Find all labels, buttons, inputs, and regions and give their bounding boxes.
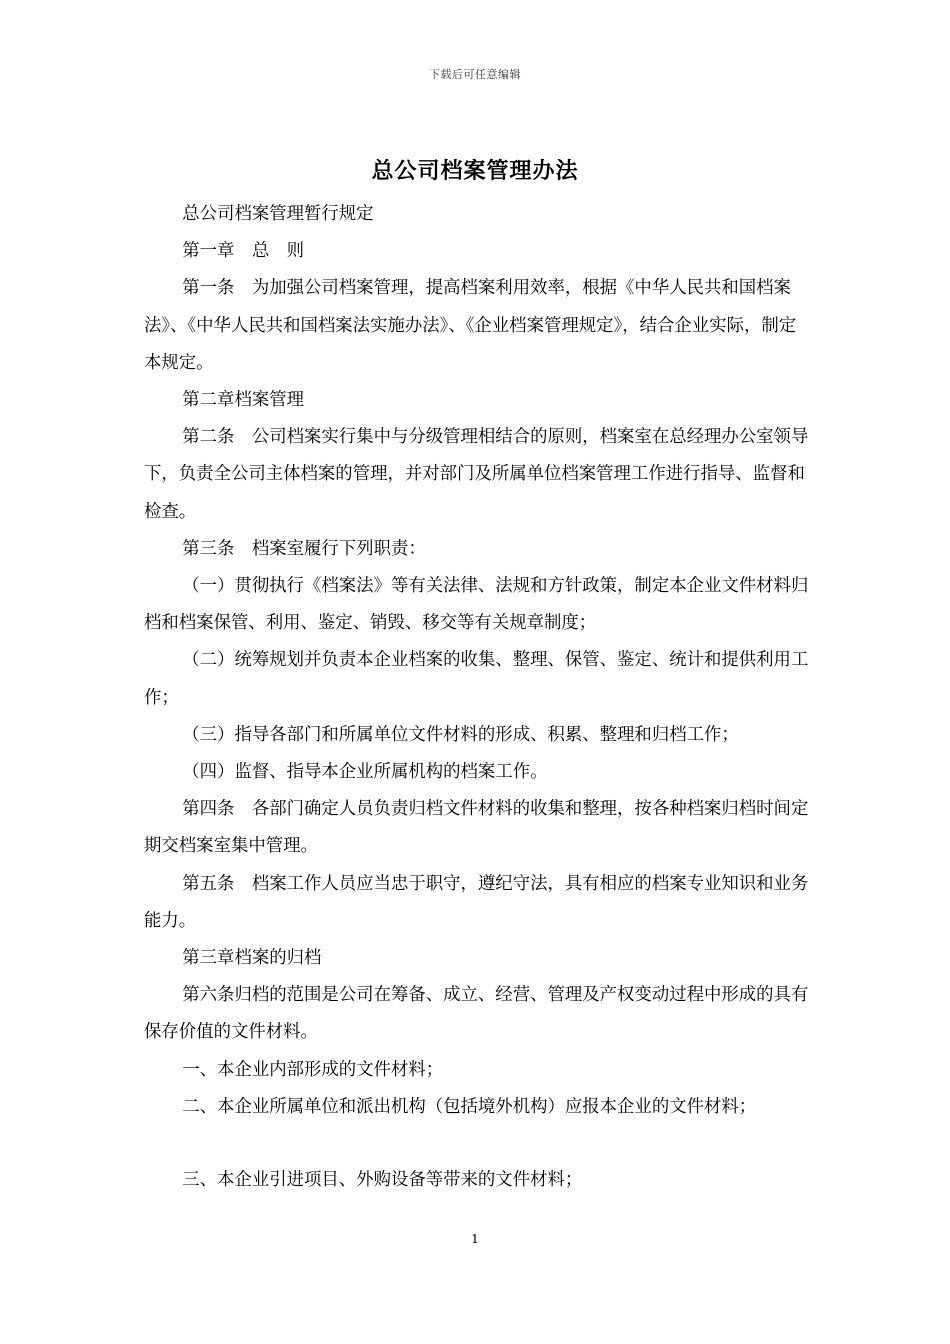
article-4: 第四条 各部门确定人员负责归档文件材料的收集和整理，按各种档案归档时间定期交档案室集中管理。 bbox=[144, 799, 809, 857]
page-number: 1 bbox=[471, 1232, 479, 1246]
article-3-item-3: （三）指导各部门和所属单位文件材料的形成、积累、整理和归档工作； bbox=[182, 724, 739, 745]
page-header-note: 下载后可任意编辑 bbox=[429, 68, 521, 81]
article-2: 第二条 公司档案实行集中与分级管理相结合的原则，档案室在总经理办公室领导下，负责全公司主体档案的管理，并对部门及所属单位档案管理工作进行指导、监督和检查。 bbox=[144, 427, 809, 522]
article-5: 第五条 档案工作人员应当忠于职守，遵纪守法，具有相应的档案专业知识和业务能力。 bbox=[144, 873, 809, 931]
chapter-2-heading: 第二章档案管理 bbox=[182, 390, 305, 411]
article-6: 第六条归档的范围是公司在筹备、成立、经营、管理及产权变动过程中形成的具有保存价值的文件材料。 bbox=[144, 985, 809, 1043]
paragraph-subtitle: 总公司档案管理暂行规定 bbox=[182, 204, 374, 224]
article-3: 第三条 档案室履行下列职责： bbox=[182, 538, 426, 559]
chapter-1-heading: 第一章 总 则 bbox=[182, 241, 305, 262]
article-3-item-4: （四）监督、指导本企业所属机构的档案工作。 bbox=[182, 762, 548, 783]
article-3-item-1: （一）贯彻执行《档案法》等有关法律、法规和方针政策，制定本企业文件材料归档和档案保管、利用、鉴定、销毁、移交等有关规章制度； bbox=[144, 576, 809, 634]
chapter-3-heading: 第三章档案的归档 bbox=[182, 948, 322, 969]
article-3-item-2: （二）统筹规划并负责本企业档案的收集、整理、保管、鉴定、统计和提供利用工作； bbox=[144, 650, 809, 708]
document-title: 总公司档案管理办法 bbox=[371, 159, 579, 184]
article-6-item-3: 三、本企业引进项目、外购设备等带来的文件材料； bbox=[182, 1170, 583, 1191]
article-6-item-1: 一、本企业内部形成的文件材料； bbox=[182, 1059, 444, 1080]
document-body bbox=[144, 196, 812, 1199]
article-1: 第一条 为加强公司档案管理，提高档案利用效率，根据《中华人民共和国档案法》、《中华人民共和国档案法实施办法》、《企业档案管理规定》，结合企业实际，制定本规定。 bbox=[144, 278, 797, 373]
article-6-item-2: 二、本企业所属单位和派出机构（包括境外机构）应报本企业的文件材料； bbox=[182, 1096, 757, 1117]
